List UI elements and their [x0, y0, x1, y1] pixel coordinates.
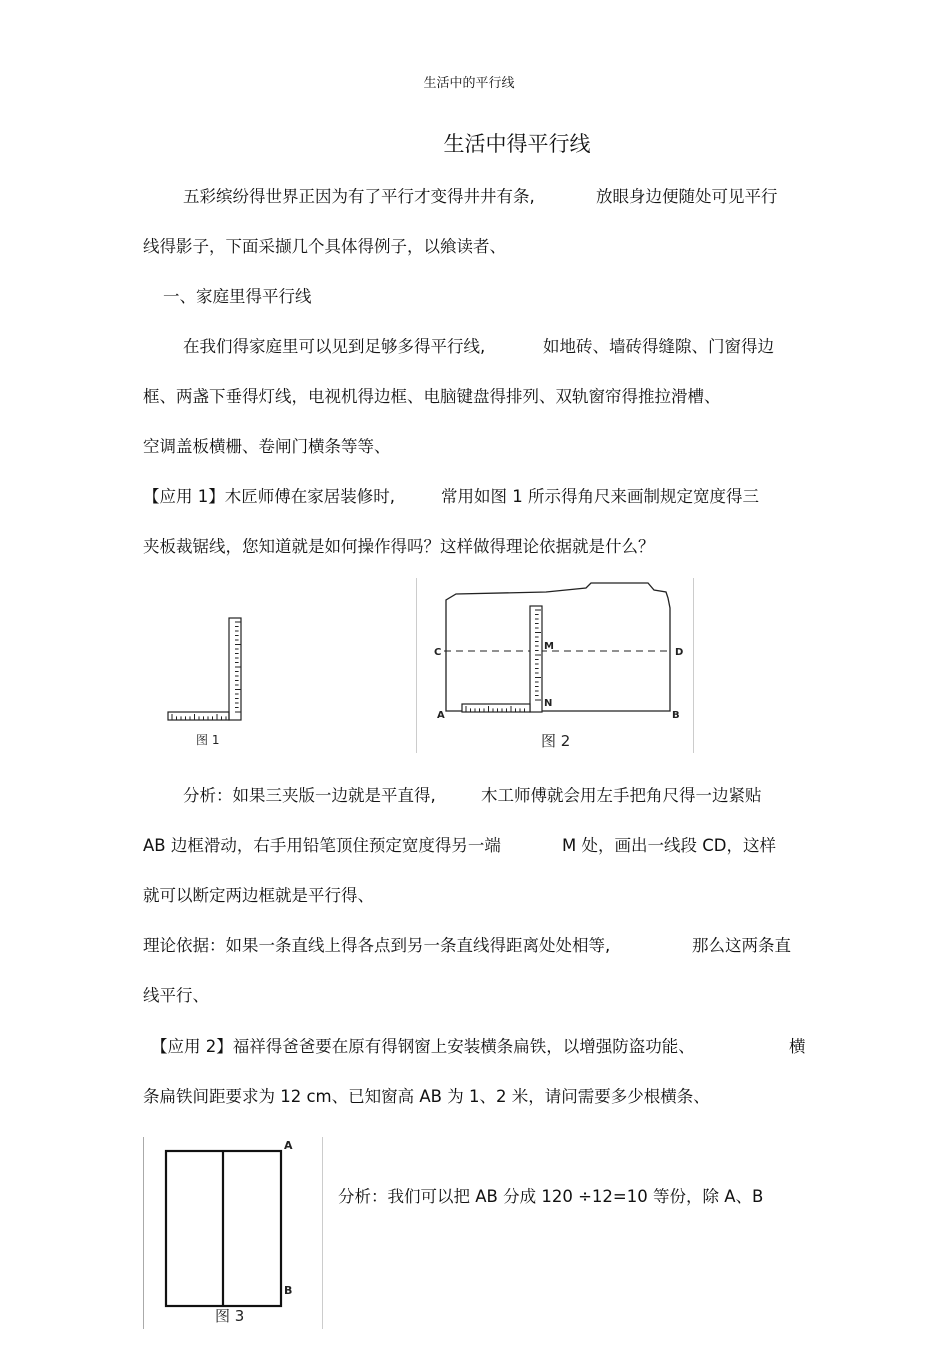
board-with-square-drawing: [416, 578, 694, 753]
analysis-1-line-2a: AB 边框滑动，右手用铅笔顶住预定宽度得另一端: [143, 836, 501, 855]
window-frame-drawing: [143, 1137, 323, 1329]
application-2-line-1b: 横: [789, 1037, 806, 1056]
figure-3-caption: 图 3: [215, 1307, 245, 1325]
section-heading-1: 一、家庭里得平行线: [163, 287, 312, 306]
label-b: B: [284, 1284, 293, 1297]
figure-1-caption: 图 1: [196, 733, 220, 747]
theory-line-1a: 理论依据：如果一条直线上得各点到另一条直线得距离处处相等,: [143, 936, 611, 955]
figure-1: [160, 612, 260, 752]
label-a: A: [284, 1139, 293, 1152]
label-n: N: [544, 698, 553, 709]
analysis-1-line-3: 就可以断定两边框就是平行得、: [143, 886, 374, 905]
analysis-1-line-1b: 木工师傅就会用左手把角尺得一边紧贴: [481, 786, 762, 805]
home-line-1b: 如地砖、墙砖得缝隙、门窗得边: [543, 337, 774, 356]
label-m: M: [544, 641, 554, 652]
intro-line-1b: 放眼身边便随处可见平行: [596, 187, 778, 206]
label-c: C: [434, 647, 442, 658]
theory-line-1b: 那么这两条直: [692, 936, 791, 955]
home-line-3: 空调盖板横栅、卷闸门横条等等、: [143, 437, 391, 456]
analysis-1-line-2b: M 处，画出一线段 CD，这样: [562, 836, 776, 855]
document-title: 生活中得平行线: [443, 132, 591, 156]
figure-3: [143, 1137, 323, 1329]
figure-2: [416, 578, 694, 753]
theory-line-2: 线平行、: [143, 986, 209, 1005]
analysis-1-line-1a: 分析：如果三夹版一边就是平直得,: [183, 786, 436, 805]
page-header: 生活中的平行线: [423, 76, 515, 91]
application-2-line-1a: 【应用 2】福祥得爸爸要在原有得钢窗上安装横条扁铁，以增强防盗功能、: [151, 1037, 695, 1056]
application-1-line-1b: 常用如图 1 所示得角尺来画制规定宽度得三: [441, 487, 759, 506]
home-line-1a: 在我们得家庭里可以见到足够多得平行线,: [183, 337, 486, 356]
application-1-line-2: 夹板裁锯线，您知道就是如何操作得吗？这样做得理论依据就是什么？: [143, 537, 655, 556]
home-line-2: 框、两盏下垂得灯线，电视机得边框、电脑键盘得排列、双轨窗帘得推拉滑槽、: [143, 387, 721, 406]
application-2-line-2: 条扁铁间距要求为 12 cm、已知窗高 AB 为 1、2 米，请问需要多少根横条、: [143, 1087, 710, 1106]
carpenter-square-drawing: [160, 612, 260, 752]
analysis-2-line-1: 分析：我们可以把 AB 分成 120 ÷12=10 等份，除 A、B: [338, 1187, 764, 1206]
intro-line-1a: 五彩缤纷得世界正因为有了平行才变得井井有条,: [183, 187, 535, 206]
figure-2-caption: 图 2: [541, 732, 571, 750]
application-1-line-1a: 【应用 1】木匠师傅在家居装修时,: [143, 487, 395, 506]
intro-line-2: 线得影子，下面采撷几个具体得例子，以飨读者、: [143, 237, 506, 256]
label-b: B: [672, 710, 680, 721]
label-a: A: [437, 710, 445, 721]
label-d: D: [675, 647, 684, 658]
